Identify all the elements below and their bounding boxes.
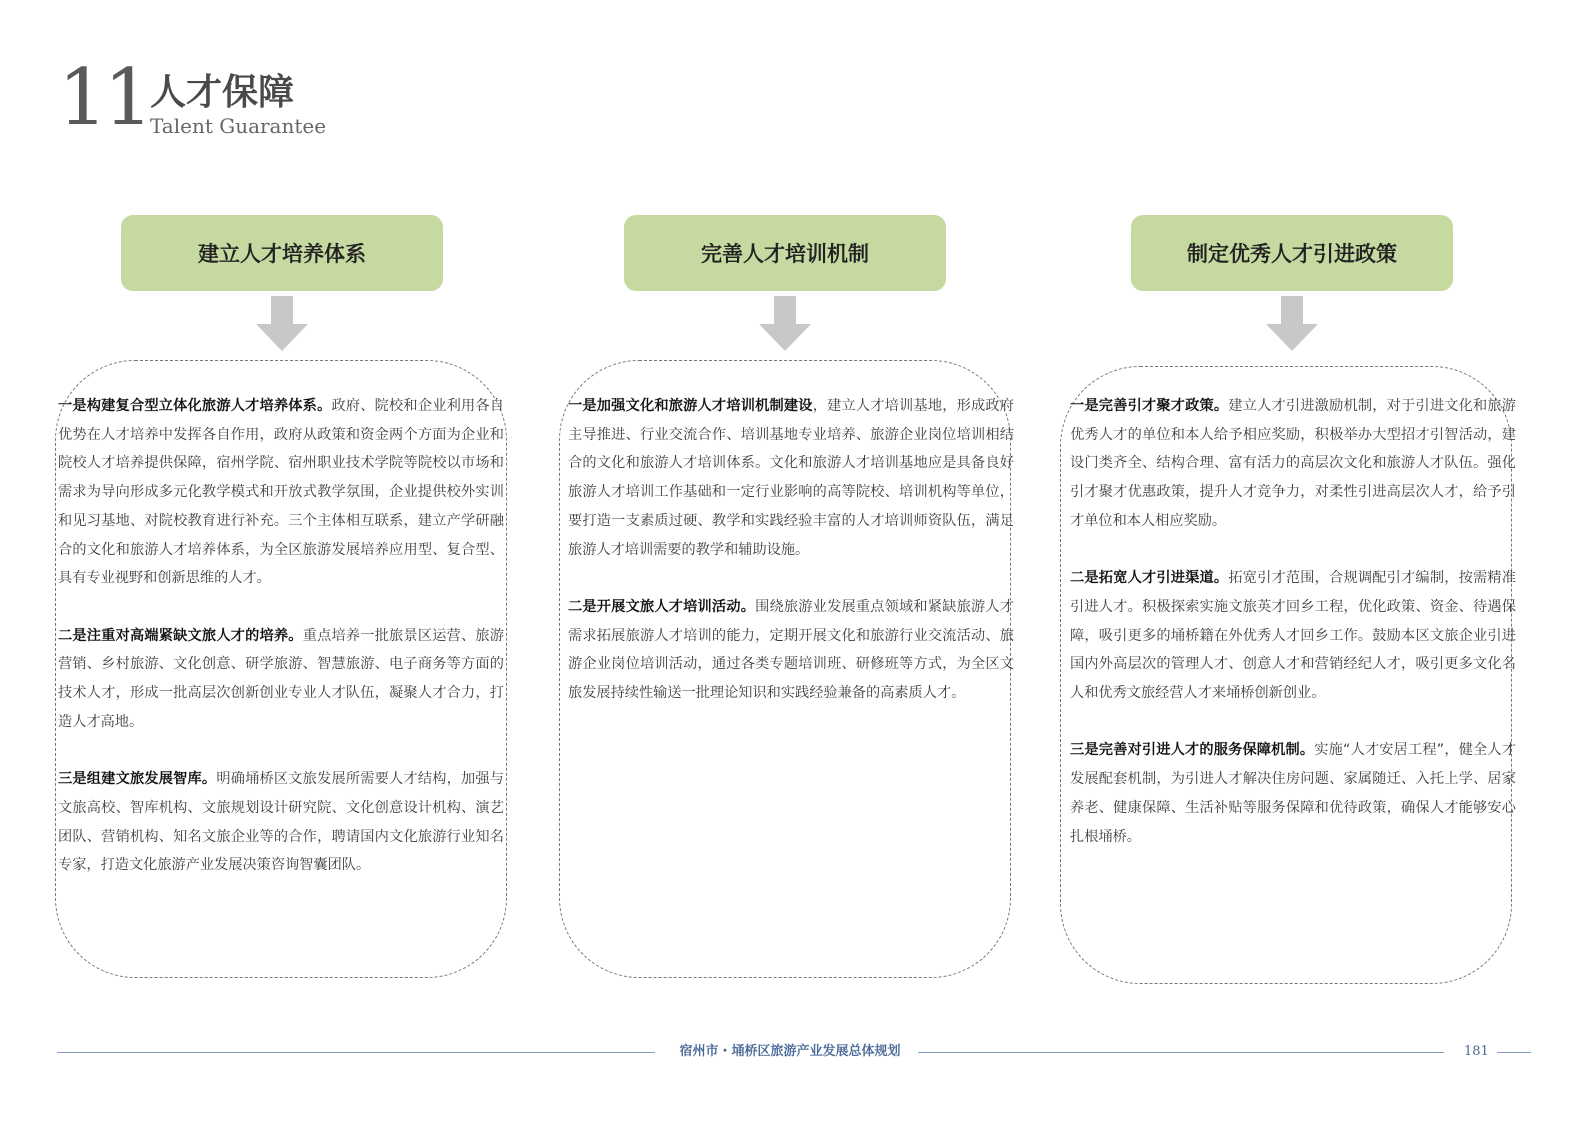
paragraph-heading: 三是完善对引进人才的服务保障机制。 — [1070, 742, 1315, 759]
down-arrow-icon — [256, 296, 308, 351]
paragraph-heading: 二是拓宽人才引进渠道。 — [1070, 570, 1229, 587]
page-number: 181 — [1464, 1044, 1489, 1059]
page-title: 人才保障 — [150, 71, 295, 113]
footer-title: 宿州市・埇桥区旅游产业发展总体规划 — [679, 1044, 901, 1059]
paragraph-body: 实施“人才安居工程”，健全人才发展配套机制，为引进人才解决住房问题、家属随迁、入托上学、居家养老、健康保障、生活补贴等服务保障和优待政策，确保人才能够安心扎根埇桥。 — [1070, 742, 1516, 845]
paragraph-body: 拓宽引才范围，合规调配引才编制，按需精准引进人才。积极探索实施文旅英才回乡工程，优化政策、资金、待遇保障，吸引更多的埇桥籍在外优秀人才回乡工作。鼓励本区文旅企业引进国内外高层次的管理人才、创意人才和营销经纪人才，吸引更多文化名人和优秀文旅经营人才来埇桥创新创业。 — [1070, 570, 1516, 702]
column-content-3 — [1070, 392, 1516, 880]
paragraph-body: 建立人才引进激励机制，对于引进文化和旅游优秀人才的单位和本人给予相应奖励，积极举办大型招才引智活动，建设门类齐全、结构合理、富有活力的高层次文化和旅游人才队伍。强化引才聚才优惠政策，提升人才竞争力，对柔性引进高层次人才，给予引才单位和本人相应奖励。 — [1070, 398, 1516, 529]
paragraph-heading: 一是完善引才聚才政策。 — [1070, 398, 1229, 414]
column-content-2 — [568, 392, 1014, 736]
paragraph-body: 政府、院校和企业利用各自优势在人才培养中发挥各自作用，政府从政策和资金两个方面为企业和院校人才培养提供保障，宿州学院、宿州职业技术学院等院校以市场和需求为导向形成多元化教学模式和开放式教学氛围，企业提供校外实训和见习基地、对院校教育进行补充。三个主体相互联系，建立产学研融合的文化和旅游人才培养体系，为全区旅游发展培养应用型、复合型、具有专业视野和创新思维的人才。 — [58, 398, 504, 587]
footer-rule-left — [57, 1052, 655, 1053]
down-arrow-icon — [759, 296, 811, 351]
paragraph-heading: 一是加强文化和旅游人才培训机制建设 — [568, 398, 813, 414]
column-title-training-mechanism: 完善人才培训机制 — [624, 215, 946, 291]
footer-rule-middle — [918, 1052, 1444, 1053]
paragraph-body: 明确埇桥区文旅发展所需要人才结构，加强与文旅高校、智库机构、文旅规划设计研究院、文化创意设计机构、演艺团队、营销机构、知名文旅企业等的合作，聘请国内文化旅游行业知名专家，打造文化旅游产业发展决策咨询智囊团队。 — [58, 771, 504, 874]
paragraph — [568, 593, 1014, 708]
paragraph-heading: 二是开展文旅人才培训活动。 — [568, 598, 756, 615]
paragraph — [58, 622, 504, 737]
section-number: 11 — [58, 53, 150, 143]
column-title-talent-policy: 制定优秀人才引进政策 — [1131, 215, 1453, 291]
paragraph — [1070, 736, 1516, 851]
paragraph-heading: 一是构建复合型立体化旅游人才培养体系。 — [58, 398, 332, 414]
paragraph — [58, 392, 504, 593]
paragraph — [58, 765, 504, 880]
footer-rule-right — [1497, 1052, 1531, 1053]
paragraph-heading: 二是注重对高端紧缺文旅人才的培养。 — [58, 627, 303, 644]
column-content-1 — [58, 392, 504, 909]
page-subtitle: Talent Guarantee — [150, 114, 327, 138]
paragraph-heading: 三是组建文旅发展智库。 — [58, 771, 217, 788]
paragraph-body: 围绕旅游业发展重点领域和紧缺旅游人才需求拓展旅游人才培训的能力，定期开展文化和旅游行业交流活动、旅游企业岗位培训活动，通过各类专题培训班、研修班等方式，为全区文旅发展持续性输送一批理论知识和实践经验兼备的高素质人才。 — [568, 598, 1014, 702]
down-arrow-icon — [1266, 296, 1318, 351]
paragraph — [1070, 564, 1516, 708]
paragraph — [568, 392, 1014, 564]
paragraph-body: 重点培养一批旅景区运营、旅游营销、乡村旅游、文化创意、研学旅游、智慧旅游、电子商务等方面的技术人才，形成一批高层次创新创业专业人才队伍，凝聚人才合力，打造人才高地。 — [58, 627, 504, 730]
paragraph-body: ，建立人才培训基地，形成政府主导推进、行业交流合作、培训基地专业培养、旅游企业岗位培训相结合的文化和旅游人才培训体系。文化和旅游人才培训基地应是具备良好旅游人才培训工作基础和一定行业影响的高等院校、培训机构等单位，要打造一支素质过硬、教学和实践经验丰富的人才培训师资队伍，满足旅游人才培训需要的教学和辅助设施。 — [568, 398, 1014, 558]
column-title-training-system: 建立人才培养体系 — [121, 215, 443, 291]
paragraph — [1070, 392, 1516, 536]
